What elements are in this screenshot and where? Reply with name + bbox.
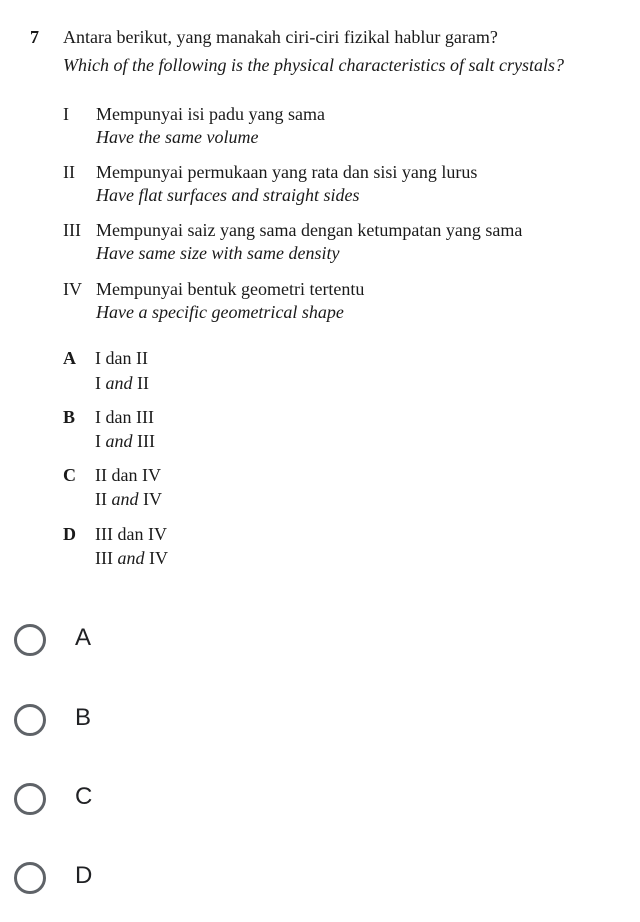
option-malay: III dan IV — [95, 524, 167, 544]
radio-button[interactable] — [14, 704, 46, 736]
option-english: I and II — [95, 373, 149, 393]
option-english: II and IV — [95, 489, 162, 509]
statement-malay: Mempunyai bentuk geometri tertentu — [96, 279, 365, 299]
answer-label[interactable]: D — [75, 862, 93, 889]
option-malay: II dan IV — [95, 465, 161, 485]
option-letter: D — [63, 524, 76, 544]
statement-english: Have flat surfaces and straight sides — [96, 185, 360, 205]
question-text-malay: Antara berikut, yang manakah ciri-ciri fizikal hablur garam? — [63, 27, 498, 47]
statement-malay: Mempunyai saiz yang sama dengan ketumpatan yang sama — [96, 220, 523, 240]
answer-label[interactable]: A — [75, 624, 92, 651]
option-malay: I dan II — [95, 348, 148, 368]
option-letter: C — [63, 465, 76, 485]
answer-choice-a[interactable] — [0, 612, 640, 672]
answer-label[interactable]: B — [75, 704, 92, 731]
statement-numeral: III — [63, 220, 81, 240]
statement-numeral: II — [63, 162, 75, 182]
statement-malay: Mempunyai permukaan yang rata dan sisi yang lurus — [96, 162, 478, 182]
statement-english: Have a specific geometrical shape — [96, 302, 344, 322]
option-letter: A — [63, 348, 76, 368]
statement-numeral: IV — [63, 279, 82, 299]
answer-label[interactable]: C — [75, 783, 93, 810]
option-english: I and III — [95, 431, 155, 451]
statement-numeral: I — [63, 104, 69, 124]
answer-choice-b[interactable] — [0, 692, 640, 752]
radio-button[interactable] — [14, 862, 46, 894]
option-letter: B — [63, 407, 76, 427]
statement-malay: Mempunyai isi padu yang sama — [96, 104, 325, 124]
statement-english: Have the same volume — [96, 127, 259, 147]
radio-button[interactable] — [14, 624, 46, 656]
question-text-english: Which of the following is the physical characteristics of salt crystals? — [63, 55, 564, 75]
option-malay: I dan III — [95, 407, 154, 427]
statement-english: Have same size with same density — [96, 243, 340, 263]
option-english: III and IV — [95, 548, 168, 568]
radio-button[interactable] — [14, 783, 46, 815]
answer-choice-c[interactable] — [0, 771, 640, 831]
question-number: 7 — [30, 27, 39, 47]
answer-choice-d[interactable] — [0, 850, 640, 910]
